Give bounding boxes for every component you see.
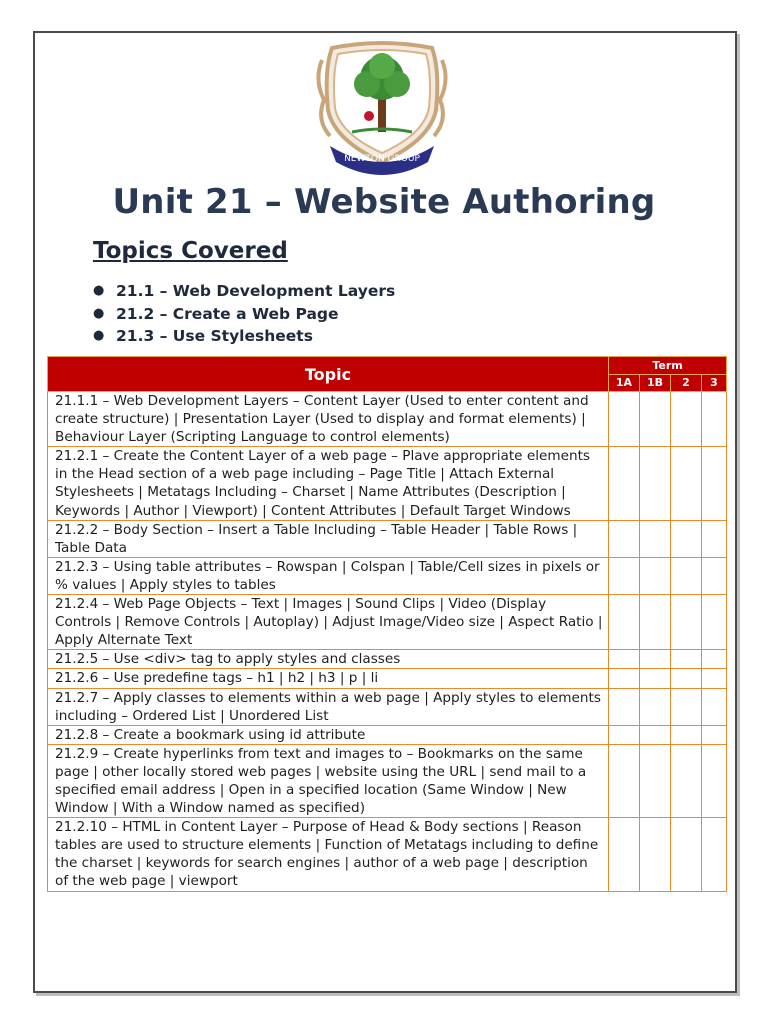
term-1a-cell[interactable] [609, 595, 640, 650]
topic-text: 21.2.2 – Body Section – Insert a Table Including – Table Header | Table Rows | Table Data [55, 521, 578, 556]
table-row [48, 818, 727, 891]
bullet-icon: ● [93, 328, 105, 343]
table-row [48, 725, 727, 744]
topic-text: 21.2.10 – HTML in Content Layer – Purpose of Head & Body sections | Reason tables are used to structure elements | Function of Metatags including to define the charset | keywords for search engines | author of a web page | description of the web page | viewport [55, 819, 599, 890]
topic-text: 21.2.9 – Create hyperlinks from text and images to – Bookmarks on the same page | other locally stored web pages | website using the URL | send mail to a specified email address | Open in a specified location (Same Window | New Window | With a Window named as specified) [55, 745, 587, 817]
crest-motto: NEWTON GROUP [344, 154, 420, 164]
topic-cell [48, 392, 609, 447]
topic-cell [48, 744, 609, 817]
term-2-cell[interactable] [671, 557, 702, 594]
topic-text: 21.2.5 – Use <div> tag to apply styles and classes [55, 651, 401, 668]
term-1a-cell[interactable] [609, 557, 640, 594]
term-3-cell[interactable] [702, 595, 727, 650]
topic-column-header: Topic [48, 357, 609, 392]
topic-cell [48, 557, 609, 594]
term-1b-cell[interactable] [640, 557, 671, 594]
term-2-cell[interactable] [671, 725, 702, 744]
page-title: Unit 21 – Website Authoring [112, 182, 656, 222]
term-2-cell[interactable] [671, 595, 702, 650]
topics-covered-heading: Topics Covered [93, 238, 288, 264]
term-3-cell[interactable] [702, 557, 727, 594]
term-1b-header: 1B [640, 374, 671, 392]
term-3-cell[interactable] [702, 447, 727, 520]
term-3-cell[interactable] [702, 818, 727, 891]
table-row [48, 447, 727, 520]
term-2-cell[interactable] [671, 688, 702, 725]
term-1a-cell[interactable] [609, 447, 640, 520]
term-column-header: Term [609, 357, 727, 375]
school-crest-logo [312, 40, 452, 175]
term-1b-cell[interactable] [640, 744, 671, 817]
term-2-cell[interactable] [671, 447, 702, 520]
topic-item-label: 21.2 – Create a Web Page [116, 304, 339, 323]
term-2-cell[interactable] [671, 392, 702, 447]
term-1b-cell[interactable] [640, 595, 671, 650]
topic-term-table [47, 356, 727, 892]
term-1b-cell[interactable] [640, 818, 671, 891]
term-2-cell[interactable] [671, 818, 702, 891]
table-row [48, 744, 727, 817]
topic-item [93, 325, 395, 348]
term-1b-cell[interactable] [640, 669, 671, 688]
topic-text: 21.2.4 – Web Page Objects – Text | Images | Sound Clips | Video (Display Controls | Remove Controls | Autoplay) | Adjust Image/Video size | Aspect Ratio | Apply Alternate Text [55, 596, 603, 649]
table-row [48, 595, 727, 650]
topics-list [93, 280, 395, 348]
topic-item-label: 21.3 – Use Stylesheets [116, 327, 313, 345]
topic-cell [48, 650, 609, 669]
term-2-cell[interactable] [671, 650, 702, 669]
topic-cell [48, 725, 609, 744]
term-2-cell[interactable] [671, 669, 702, 688]
bullet-icon: ● [93, 283, 105, 298]
term-2-cell[interactable] [671, 744, 702, 817]
term-3-cell[interactable] [702, 650, 727, 669]
table-row [48, 688, 727, 725]
topic-text: 21.2.3 – Using table attributes – Rowspan | Colspan | Table/Cell sizes in pixels or % values | Apply styles to tables [55, 558, 600, 593]
topic-cell [48, 818, 609, 891]
bullet-icon: ● [93, 305, 105, 321]
term-3-cell[interactable] [702, 669, 727, 688]
term-1a-cell[interactable] [609, 688, 640, 725]
table-row [48, 669, 727, 688]
topic-item [93, 303, 395, 326]
topic-cell [48, 688, 609, 725]
table-row [48, 520, 727, 557]
term-1a-cell[interactable] [609, 725, 640, 744]
term-1b-cell[interactable] [640, 688, 671, 725]
topic-text: 21.1.1 – Web Development Layers – Content Layer (Used to enter content and create structure) | Presentation Layer (Used to display and format elements) | Behaviour Layer (Scripting Language to control elements) [55, 393, 589, 446]
topic-item-label: 21.1 – Web Development Layers [116, 282, 396, 300]
topic-item [93, 280, 395, 303]
term-1a-cell[interactable] [609, 650, 640, 669]
topic-text: 21.2.1 – Create the Content Layer of a web page – Plave appropriate elements in the Head section of a web page including – Page Title | Attach External Stylesheets | Metatags Including – Charset | Name Attributes (Description | Keywords | Author | Viewport) | Content Attributes | Default Target Windows [55, 448, 591, 519]
term-3-header: 3 [702, 374, 727, 392]
term-2-header: 2 [671, 374, 702, 392]
term-1a-cell[interactable] [609, 818, 640, 891]
term-1b-cell[interactable] [640, 650, 671, 669]
topic-text: 21.2.6 – Use predefine tags – h1 | h2 | h3 | p | li [55, 670, 379, 687]
table-row [48, 392, 727, 447]
topic-cell [48, 447, 609, 520]
term-1a-cell[interactable] [609, 669, 640, 688]
term-1a-header: 1A [609, 374, 640, 392]
term-1a-cell[interactable] [609, 520, 640, 557]
topic-text: 21.2.7 – Apply classes to elements within a web page | Apply styles to elements including – Ordered List | Unordered List [55, 689, 601, 724]
term-1b-cell[interactable] [640, 725, 671, 744]
term-3-cell[interactable] [702, 744, 727, 817]
term-3-cell[interactable] [702, 688, 727, 725]
term-3-cell[interactable] [702, 392, 727, 447]
term-1b-cell[interactable] [640, 392, 671, 447]
topic-text: 21.2.8 – Create a bookmark using id attribute [55, 726, 366, 743]
term-3-cell[interactable] [702, 520, 727, 557]
term-1a-cell[interactable] [609, 744, 640, 817]
topic-cell [48, 595, 609, 650]
term-1b-cell[interactable] [640, 447, 671, 520]
term-1a-cell[interactable] [609, 392, 640, 447]
table-row [48, 650, 727, 669]
term-3-cell[interactable] [702, 725, 727, 744]
topic-cell [48, 669, 609, 688]
term-1b-cell[interactable] [640, 520, 671, 557]
table-row [48, 557, 727, 594]
term-2-cell[interactable] [671, 520, 702, 557]
topic-cell [48, 520, 609, 557]
